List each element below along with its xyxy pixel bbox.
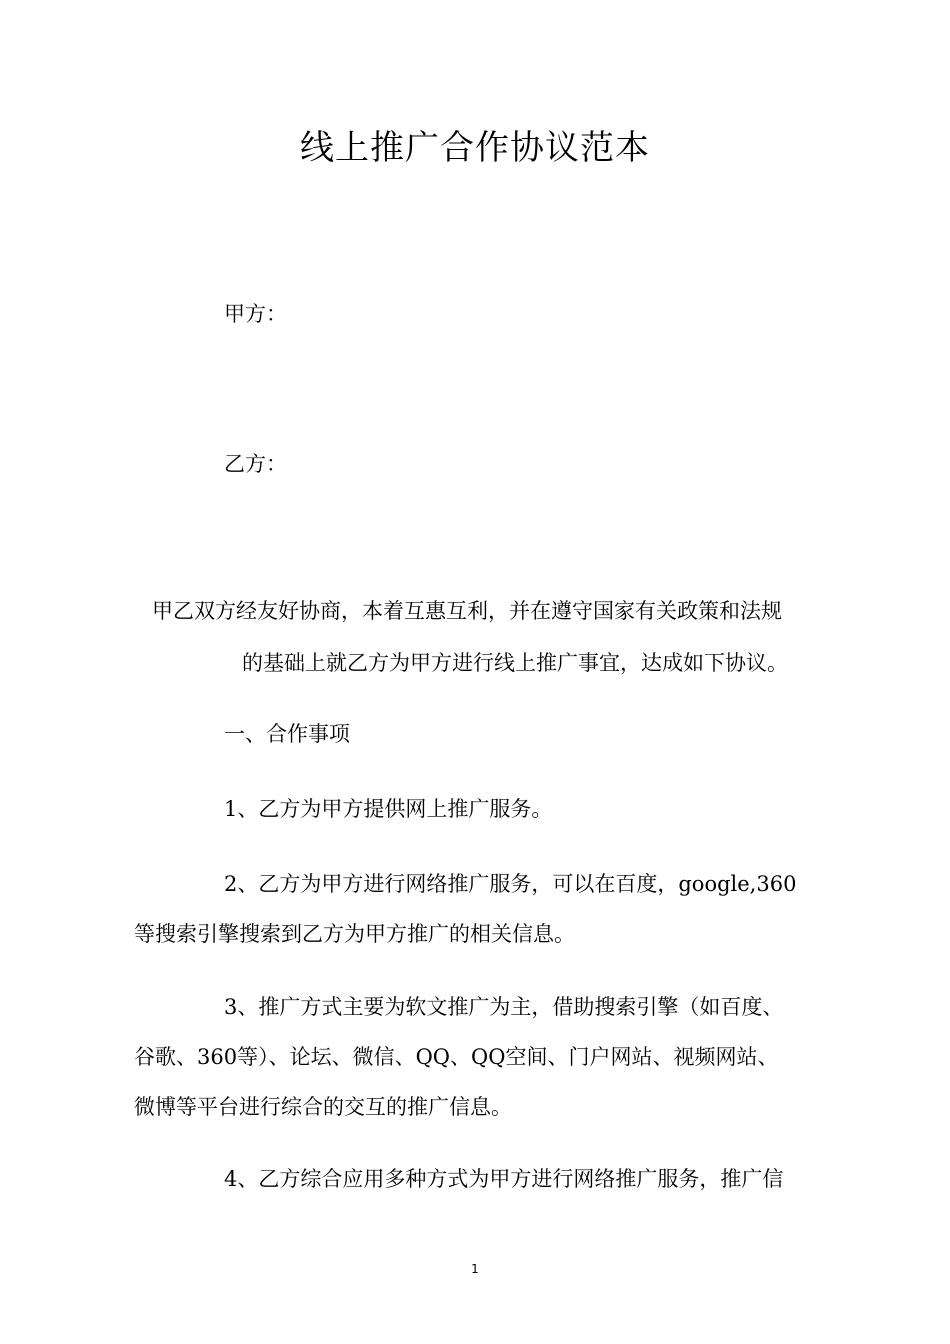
- party-a-label: 甲方：: [224, 302, 287, 326]
- intro-line-2: 的基础上就乙方为甲方进行线上推广事宜，达成如下协议。: [242, 651, 788, 675]
- party-b-label: 乙方：: [224, 452, 287, 476]
- intro-line-1: 甲乙双方经友好协商，本着互惠互利，并在遵守国家有关政策和法规: [152, 599, 782, 623]
- item-3-line-3: 微博等平台进行综合的交互的推广信息。: [134, 1095, 512, 1119]
- item-3-line-1: 3、推广方式主要为软文推广为主，借助搜索引擎（如百度、: [224, 995, 784, 1019]
- item-2-line-1: 2、乙方为甲方进行网络推广服务，可以在百度，google,360: [224, 872, 797, 896]
- section-heading: 一、合作事项: [224, 722, 350, 746]
- page-number: 1: [471, 1262, 479, 1276]
- item-2-line-2: 等搜索引擎搜索到乙方为甲方推广的相关信息。: [134, 922, 575, 946]
- item-3-line-2: 谷歌、360等）、论坛、微信、QQ、QQ空间、门户网站、视频网站、: [134, 1045, 779, 1069]
- item-4-line-1: 4、乙方综合应用多种方式为甲方进行网络推广服务，推广信: [224, 1167, 784, 1191]
- item-1-line-1: 1、乙方为甲方提供网上推广服务。: [224, 797, 553, 821]
- document-title: 线上推广合作协议范本: [300, 128, 650, 168]
